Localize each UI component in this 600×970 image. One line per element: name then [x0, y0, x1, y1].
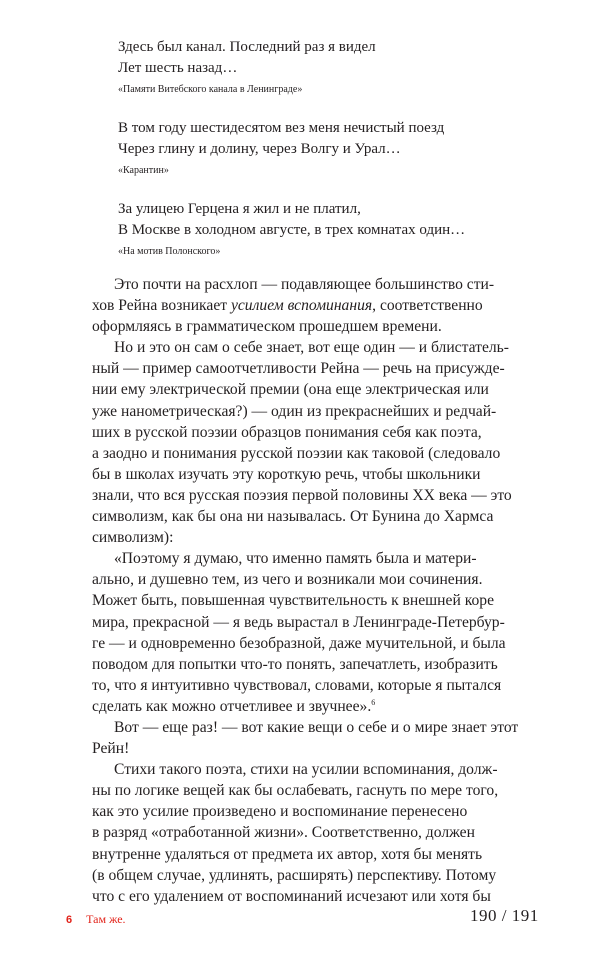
paragraph-line: уже нанометрическая?) — один из прекраснейших и редчай-	[92, 402, 497, 420]
text-run: сделать как можно отчетливее и звучнее».	[92, 697, 372, 715]
paragraph-line: ально, и душевно тем, из чего и возникали мои сочинения.	[92, 571, 483, 589]
verse-line: В том году шестидесятом вез меня нечистый поезд	[118, 120, 445, 136]
verse-line: Через глину и долину, через Волгу и Урал…	[118, 141, 401, 157]
verse-line: Здесь был канал. Последний раз я видел	[118, 39, 376, 55]
paragraph-line: Может быть, повышенная чувствительность к внешней коре	[92, 592, 494, 610]
paragraph-line: как это усилие произведено и воспоминание перенесено	[92, 803, 468, 821]
paragraph-line: ны по логике вещей как бы ослабевать, гаснуть по мере того,	[92, 782, 499, 800]
paragraph-line: нии ему электрической премии (она еще электрическая или	[92, 381, 489, 399]
page-numbers: 190 / 191	[470, 906, 539, 925]
emphasis-text: усилием вспоминания	[230, 297, 373, 315]
paragraph-line: оформляясь в грамматическом прошедшем времени.	[92, 318, 442, 336]
paragraph-line: ших в русской поэзии образцов понимания себя как поэта,	[92, 423, 482, 441]
paragraph-line: (в общем случае, удлинять, расширять) перспективу. Потому	[92, 866, 497, 884]
verse-quote-1	[118, 37, 558, 98]
paragraph-line: что с его удалением от воспоминаний исчезают или хотя бы	[92, 887, 491, 905]
footnote-number: 6	[66, 914, 73, 926]
body-text	[92, 274, 558, 907]
paragraph-line: Вот — еще раз! — вот какие вещи о себе и о мире знает этот	[114, 718, 519, 736]
paragraph-line: «Поэтому я думаю, что именно память была и матери-	[114, 550, 477, 568]
paragraph-line: символизм):	[92, 529, 174, 547]
paragraph-line: бы в школах изучать эту короткую речь, чтобы школьники	[92, 465, 481, 483]
paragraph-line: в разряд «отработанной жизни». Соответственно, должен	[92, 824, 475, 842]
paragraph-line: Но и это он сам о себе знает, вот еще один — и блистатель-	[114, 339, 509, 357]
paragraph-line: Рейн!	[92, 740, 130, 758]
verse-line: В Москве в холодном августе, в трех комнатах один…	[118, 222, 466, 238]
verse-source: «Карантин»	[118, 165, 169, 176]
paragraph-line: символизм, как бы она ни называлась. От Бунина до Хармса	[92, 508, 494, 526]
paragraph-line: мира, прекрасной — я ведь вырастал в Ленинграде-Петербур-	[92, 613, 505, 631]
verse-source: «Памяти Витебского канала в Ленинграде»	[118, 84, 303, 95]
verse-line: Лет шесть назад…	[118, 60, 238, 76]
footnote-reference[interactable]: 6	[371, 697, 376, 707]
verse-source: «На мотив Полонского»	[118, 246, 221, 257]
paragraph-line: Это почти на расхлоп — подавляющее большинство сти-	[114, 276, 495, 293]
paragraph-line: ный — пример самоотчетливости Рейна — речь на присужде-	[92, 360, 505, 378]
paragraph-line	[92, 295, 558, 316]
footnote	[66, 912, 126, 927]
paragraph-line: знали, что вся русская поэзия первой половины XX века — это	[92, 486, 512, 504]
text-run: , соответственно	[372, 297, 483, 315]
text-run: хов Рейна возникает	[92, 297, 231, 315]
paragraph-line: внутренне удаляться от предмета их автор, хотя бы менять	[92, 845, 483, 863]
paragraph-line: то, что я интуитивно чувствовал, словами, которые я пытался	[92, 676, 502, 694]
paragraph-line: Стихи такого поэта, стихи на усилии вспоминания, долж-	[114, 761, 498, 779]
verse-quote-2	[118, 118, 558, 179]
paragraph-line: а заодно и понимания русской поэзии как таковой (следовало	[92, 444, 501, 462]
paragraph-line	[92, 696, 558, 717]
footnote-text: Там же.	[86, 912, 126, 926]
verse-quote-3	[118, 199, 558, 260]
paragraph-line: ге — и одновременно безобразной, даже мучительной, и была	[92, 634, 506, 652]
verse-line: За улицею Герцена я жил и не платил,	[118, 201, 361, 217]
paragraph-line: поводом для попытки что-то понять, запечатлеть, изобразить	[92, 655, 498, 673]
